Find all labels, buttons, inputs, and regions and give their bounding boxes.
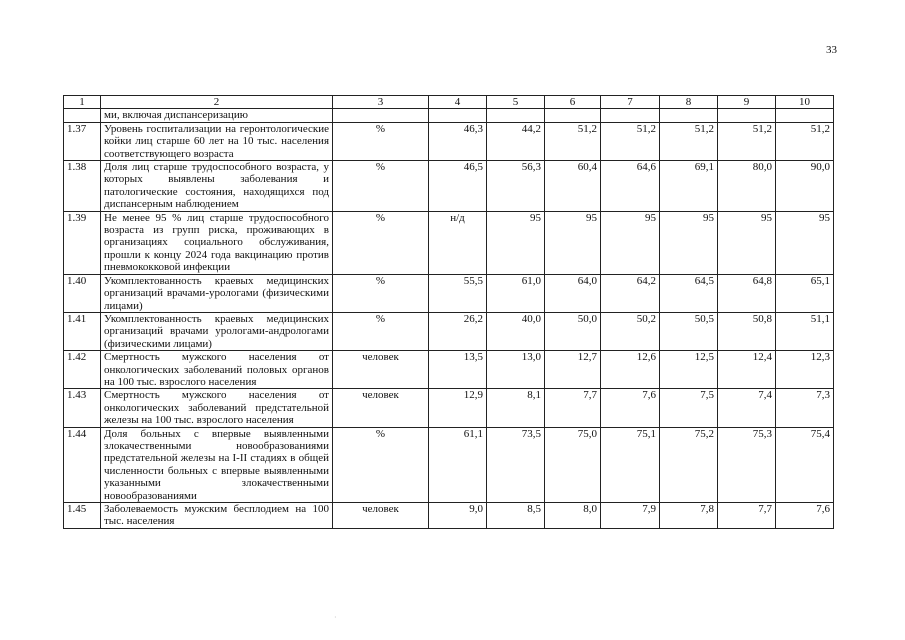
value-cell: 46,5 (429, 161, 487, 212)
value-cell: 7,8 (660, 503, 718, 529)
table-row (64, 312, 834, 350)
indicator-description: Укомплектованность краевых медицинских организаций врачами-урологами (физическими лицами) (101, 274, 333, 312)
value-cell: 8,1 (487, 389, 545, 427)
value-cell: 7,7 (718, 503, 776, 529)
value-cell: 44,2 (487, 122, 545, 160)
value-cell: 51,2 (601, 122, 660, 160)
table-body (64, 96, 834, 529)
header-cell: 7 (601, 96, 660, 109)
value-cell: н/д (429, 211, 487, 274)
table-row (64, 503, 834, 529)
value-cell: 64,5 (660, 274, 718, 312)
header-cell: 9 (718, 96, 776, 109)
value-cell: 75,1 (601, 427, 660, 502)
row-number: 1.44 (64, 427, 101, 502)
unit-cell: % (333, 274, 429, 312)
value-cell: 50,5 (660, 312, 718, 350)
continuation-text: ми, включая диспансеризацию (101, 109, 333, 122)
indicator-description: Доля лиц старше трудоспособного возраста, у которых выявлены заболевания и патологические состояния, находящихся под диспансерным наблюдением (101, 161, 333, 212)
value-cell: 64,0 (545, 274, 601, 312)
indicator-description: Не менее 95 % лиц старше трудоспособного возраста из групп риска, проживающих в организациях социального обслуживания, прошли к концу 2024 года вакцинацию против пневмококковой инфекции (101, 211, 333, 274)
value-cell: 51,1 (776, 312, 834, 350)
row-number: 1.37 (64, 122, 101, 160)
value-cell: 12,7 (545, 351, 601, 389)
value-cell: 46,3 (429, 122, 487, 160)
table-row (64, 427, 834, 502)
row-number: 1.43 (64, 389, 101, 427)
row-number: 1.40 (64, 274, 101, 312)
unit-cell: % (333, 211, 429, 274)
unit-cell: % (333, 427, 429, 502)
value-cell: 55,5 (429, 274, 487, 312)
value-cell: 7,7 (545, 389, 601, 427)
value-cell: 51,2 (660, 122, 718, 160)
value-cell: 12,6 (601, 351, 660, 389)
scan-mark: · (334, 613, 337, 622)
value-cell: 64,6 (601, 161, 660, 212)
value-cell: 13,0 (487, 351, 545, 389)
indicators-table (63, 95, 834, 529)
value-cell: 95 (601, 211, 660, 274)
unit-cell: % (333, 312, 429, 350)
header-cell: 3 (333, 96, 429, 109)
empty-cell (660, 109, 718, 122)
value-cell: 12,4 (718, 351, 776, 389)
value-cell: 7,6 (776, 503, 834, 529)
value-cell: 80,0 (718, 161, 776, 212)
value-cell: 50,8 (718, 312, 776, 350)
indicator-description: Смертность мужского населения от онкологических заболеваний предстательной железы на 100 тыс. взрослого населения (101, 389, 333, 427)
header-cell: 2 (101, 96, 333, 109)
unit-cell: % (333, 122, 429, 160)
value-cell: 75,0 (545, 427, 601, 502)
value-cell: 7,9 (601, 503, 660, 529)
value-cell: 26,2 (429, 312, 487, 350)
value-cell: 64,2 (601, 274, 660, 312)
value-cell: 95 (660, 211, 718, 274)
unit-cell: % (333, 161, 429, 212)
table-row (64, 122, 834, 160)
value-cell: 56,3 (487, 161, 545, 212)
table-row (64, 161, 834, 212)
value-cell: 75,3 (718, 427, 776, 502)
value-cell: 13,5 (429, 351, 487, 389)
value-cell: 95 (776, 211, 834, 274)
row-number: 1.39 (64, 211, 101, 274)
value-cell: 7,6 (601, 389, 660, 427)
indicator-description: Уровень госпитализации на геронтологические койки лиц старше 60 лет на 10 тыс. населения соответствующего возраста (101, 122, 333, 160)
table-row (64, 211, 834, 274)
value-cell: 51,2 (545, 122, 601, 160)
value-cell: 40,0 (487, 312, 545, 350)
value-cell: 7,4 (718, 389, 776, 427)
value-cell: 7,5 (660, 389, 718, 427)
row-number: 1.38 (64, 161, 101, 212)
value-cell: 73,5 (487, 427, 545, 502)
row-number: 1.45 (64, 503, 101, 529)
value-cell: 75,4 (776, 427, 834, 502)
page-number: 33 (826, 44, 837, 56)
value-cell: 95 (545, 211, 601, 274)
empty-cell (601, 109, 660, 122)
value-cell: 90,0 (776, 161, 834, 212)
empty-cell (545, 109, 601, 122)
empty-cell (718, 109, 776, 122)
value-cell: 61,0 (487, 274, 545, 312)
empty-cell (429, 109, 487, 122)
continuation-row (64, 109, 834, 122)
header-cell: 8 (660, 96, 718, 109)
empty-cell (487, 109, 545, 122)
value-cell: 51,2 (718, 122, 776, 160)
value-cell: 95 (718, 211, 776, 274)
value-cell: 75,2 (660, 427, 718, 502)
value-cell: 12,3 (776, 351, 834, 389)
unit-cell: человек (333, 351, 429, 389)
row-number: 1.41 (64, 312, 101, 350)
value-cell: 69,1 (660, 161, 718, 212)
value-cell: 95 (487, 211, 545, 274)
value-cell: 9,0 (429, 503, 487, 529)
value-cell: 50,2 (601, 312, 660, 350)
value-cell: 65,1 (776, 274, 834, 312)
value-cell: 61,1 (429, 427, 487, 502)
value-cell: 60,4 (545, 161, 601, 212)
empty-cell (776, 109, 834, 122)
header-cell: 1 (64, 96, 101, 109)
value-cell: 50,0 (545, 312, 601, 350)
table-header-row (64, 96, 834, 109)
table-row (64, 351, 834, 389)
indicator-description: Укомплектованность краевых медицинских организаций врачами урологами-андрологами (физическими лицами) (101, 312, 333, 350)
table-row (64, 389, 834, 427)
continuation-num-cell (64, 109, 101, 122)
indicator-description: Доля больных с впервые выявленными злокачественными новообразованиями предстательной железы на I-II стадиях в общей численности больных с впервые выявленными указанными злокачественными новообразованиями (101, 427, 333, 502)
header-cell: 6 (545, 96, 601, 109)
value-cell: 12,9 (429, 389, 487, 427)
unit-cell: человек (333, 503, 429, 529)
header-cell: 5 (487, 96, 545, 109)
empty-cell (333, 109, 429, 122)
table-row (64, 274, 834, 312)
row-number: 1.42 (64, 351, 101, 389)
value-cell: 51,2 (776, 122, 834, 160)
header-cell: 4 (429, 96, 487, 109)
value-cell: 8,5 (487, 503, 545, 529)
header-cell: 10 (776, 96, 834, 109)
indicator-description: Смертность мужского населения от онкологических заболеваний половых органов на 100 тыс. взрослого населения (101, 351, 333, 389)
value-cell: 12,5 (660, 351, 718, 389)
unit-cell: человек (333, 389, 429, 427)
value-cell: 7,3 (776, 389, 834, 427)
indicator-description: Заболеваемость мужским бесплодием на 100 тыс. населения (101, 503, 333, 529)
value-cell: 8,0 (545, 503, 601, 529)
value-cell: 64,8 (718, 274, 776, 312)
